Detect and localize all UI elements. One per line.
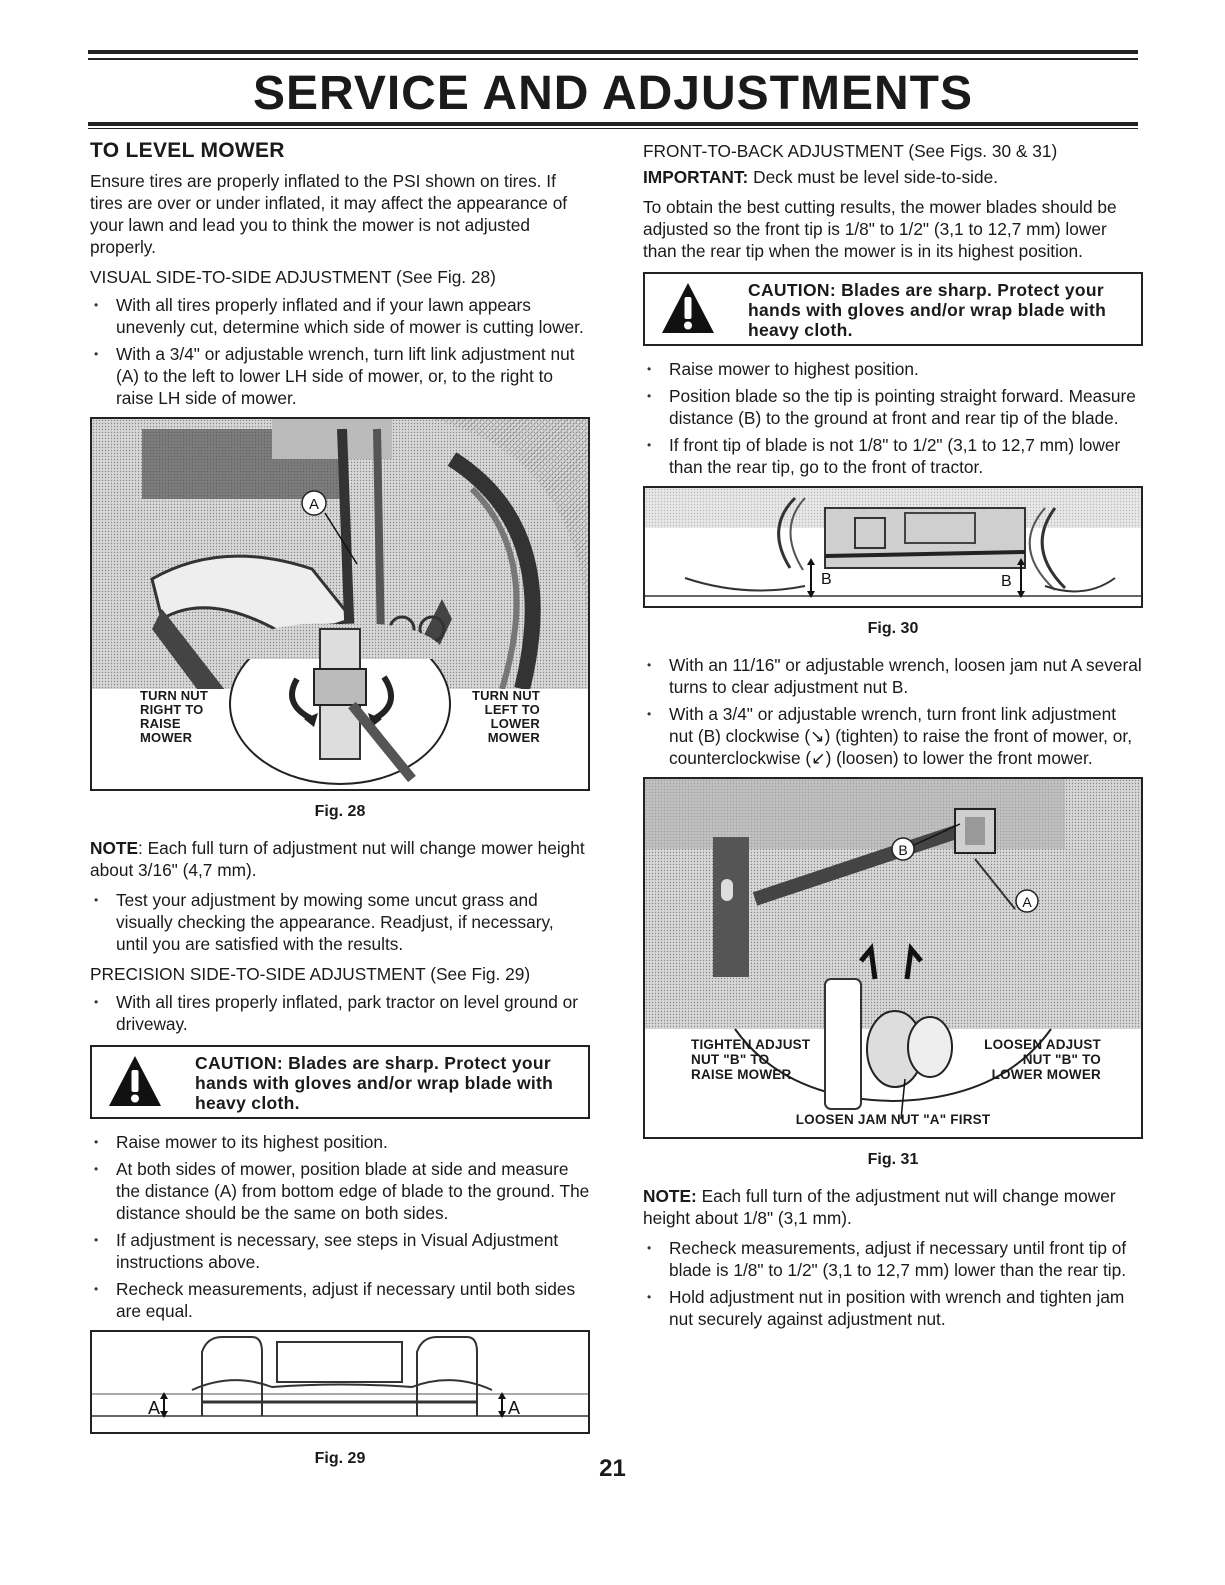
list-item: • At both sides of mower, position blade at side and measure the distance (A) from bottom edge of blade to the ground. The distance should be the same on both sides. [90, 1158, 590, 1224]
fig-28-label-right [472, 689, 540, 745]
front-to-back-intro: To obtain the best cutting results, the mower blades should be adjusted so the front tip is 1/8" to 1/2" (3,1 to 12,7 mm) lower than the rear tip when the mower is in its highest position. [643, 197, 1117, 261]
section-heading: TO LEVEL MOWER [90, 139, 285, 162]
precision-bullets-1 [90, 991, 590, 1035]
important-label: IMPORTANT: [643, 167, 749, 187]
list-item: • Raise mower to its highest position. [90, 1131, 590, 1153]
front-bullets-2 [643, 654, 1143, 769]
note-label: NOTE [90, 838, 139, 858]
note-bullets [90, 889, 590, 955]
caution-box [643, 272, 1143, 346]
label-line: MOWER [487, 730, 540, 745]
note-text: Each full turn of the adjustment nut will change mower height about 1/8" (3,1 mm). [643, 1186, 1116, 1228]
list-item: • If adjustment is necessary, see steps in Visual Adjustment instructions above. [90, 1229, 590, 1273]
fig-28-label-left [140, 689, 208, 745]
important-text: Deck must be level side-to-side. [748, 167, 998, 187]
list-item: • Recheck measurements, adjust if necessary until front tip of blade is 1/8" to 1/2" (3,1 to 12,7 mm) lower than the rear tip. [643, 1237, 1143, 1281]
label-line: MOWER [140, 730, 193, 745]
fig-31-label-right [984, 1037, 1101, 1082]
fig-30-label-right: B [1001, 573, 1012, 590]
fig-30-caption: Fig. 30 [867, 620, 919, 637]
list-item: • With a 3/4" or adjustable wrench, turn front link adjustment nut (B) clockwise (↘) (tighten) to raise the front of mower, or, counterclockwise (↙) (loosen) to lower the front mower. [643, 703, 1143, 769]
fig-29-caption: Fig. 29 [314, 1450, 366, 1467]
precision-adjustment-title: PRECISION SIDE-TO-SIDE ADJUSTMENT (See Fig. 29) [90, 964, 531, 984]
label-line: TURN NUT [140, 688, 209, 703]
list-item: • With all tires properly inflated and if your lawn appears unevenly cut, determine which side of mower is cutting lower. [90, 294, 590, 338]
warning-triangle-icon [108, 1054, 162, 1108]
fig-29-label-left: A [148, 1398, 161, 1418]
page-number: 21 [599, 1455, 626, 1482]
title-rule-thick [88, 122, 1138, 126]
note-paragraph [90, 837, 590, 881]
fig-31-label-bottom: LOOSEN JAM NUT "A" FIRST [795, 1112, 991, 1127]
fig-30-image [643, 486, 1143, 608]
page-title: SERVICE AND ADJUSTMENTS [253, 67, 973, 120]
callout-b-label: B [898, 842, 908, 858]
caution-text: CAUTION: Blades are sharp. Protect your hands with gloves and/or wrap blade with heavy cloth. [748, 280, 1107, 340]
visual-adjustment-title: VISUAL SIDE-TO-SIDE ADJUSTMENT (See Fig. 28) [90, 267, 496, 287]
list-item: • With an 11/16" or adjustable wrench, loosen jam nut A several turns to clear adjustment nut B. [643, 654, 1143, 698]
label-line: TIGHTEN ADJUST [691, 1037, 811, 1052]
label-line: TURN NUT [471, 688, 540, 703]
note-label: NOTE: [643, 1186, 697, 1206]
note-paragraph [643, 1185, 1143, 1229]
visual-bullets [90, 294, 590, 409]
callout-a-label: A [308, 496, 320, 513]
front-to-back-title: FRONT-TO-BACK ADJUSTMENT (See Figs. 30 & 31) [643, 141, 1058, 161]
label-line: RIGHT TO [140, 702, 204, 717]
list-item: • Test your adjustment by mowing some uncut grass and visually checking the appearance. Readjust, if necessary, until you are satisfied with the results. [90, 889, 590, 955]
list-item: • With all tires properly inflated, park tractor on level ground or driveway. [90, 991, 590, 1035]
fig-31-caption: Fig. 31 [867, 1151, 919, 1168]
top-rule-thin [88, 58, 1138, 60]
fig-31-label-left [691, 1037, 810, 1082]
precision-bullets-2 [90, 1131, 590, 1322]
caution-box [90, 1045, 590, 1119]
list-item: • Raise mower to highest position. [643, 358, 1143, 380]
top-rule-thick [88, 50, 1138, 54]
label-line: RAISE MOWER [691, 1067, 792, 1082]
right-column [643, 140, 1143, 1338]
list-item: • Recheck measurements, adjust if necessary until both sides are equal. [90, 1278, 590, 1322]
fig-30-illustration [645, 488, 1141, 606]
list-item: • Hold adjustment nut in position with wrench and tighten jam nut securely against adjustment nut. [643, 1286, 1143, 1330]
callout-a-label: A [1022, 894, 1032, 910]
fig-29-illustration [92, 1332, 588, 1432]
label-line: LOOSEN ADJUST [984, 1037, 1101, 1052]
fig-31-illustration [645, 779, 1141, 1137]
list-item: • Position blade so the tip is pointing straight forward. Measure distance (B) to the ground at front and rear tip of the blade. [643, 385, 1143, 429]
fig-31-image [643, 777, 1143, 1139]
label-line: LEFT TO [484, 702, 540, 717]
label-line: RAISE [140, 716, 181, 731]
front-bullets-1 [643, 358, 1143, 478]
list-item: • If front tip of blade is not 1/8" to 1/2" (3,1 to 12,7 mm) lower than the rear tip, go to the front of tractor. [643, 434, 1143, 478]
warning-triangle-icon [661, 281, 715, 335]
front-bullets-3 [643, 1237, 1143, 1330]
label-line: LOWER [490, 716, 540, 731]
fig-28-caption: Fig. 28 [314, 803, 366, 820]
important-paragraph [643, 166, 1143, 188]
note-text: : Each full turn of adjustment nut will change mower height about 3/16" (4,7 mm). [90, 838, 585, 880]
fig-29-image [90, 1330, 590, 1434]
title-rule-thin [88, 128, 1138, 129]
label-line: NUT "B" TO [1022, 1052, 1101, 1067]
label-line: LOWER MOWER [991, 1067, 1101, 1082]
intro-paragraph: Ensure tires are properly inflated to the PSI shown on tires. If tires are over or under inflated, it may affect the appearance of your lawn and lead you to think the mower is not adjusted properly. [90, 171, 568, 257]
fig-30-label-left: B [821, 571, 832, 588]
label-line: NUT "B" TO [691, 1052, 770, 1067]
fig-28-image [90, 417, 590, 791]
caution-text: CAUTION: Blades are sharp. Protect your hands with gloves and/or wrap blade with heavy cloth. [195, 1053, 554, 1113]
fig-29-label-right: A [508, 1398, 521, 1418]
list-item: • With a 3/4" or adjustable wrench, turn lift link adjustment nut (A) to the left to lower LH side of mower, or, to the right to raise LH side of mower. [90, 343, 590, 409]
left-column [90, 140, 590, 1484]
